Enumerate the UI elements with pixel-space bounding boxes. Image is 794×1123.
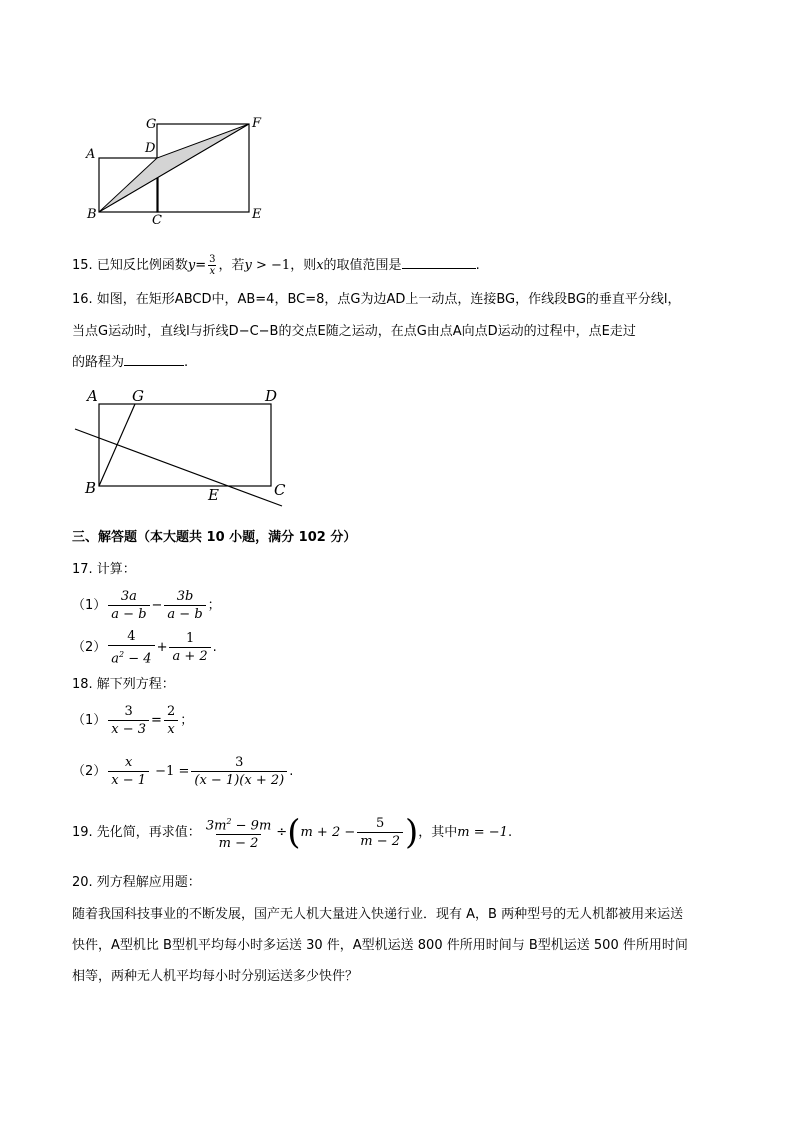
- q18-p2-label: （2）: [72, 764, 107, 779]
- q17-p1-f1-den: a − b: [108, 605, 149, 623]
- question-16-line-2: 当点G运动时，直线l与折线D−C−B的交点E随之运动，在点G由点A向点D运动的过程中，点E走过: [72, 324, 636, 339]
- q19-f1-num: [203, 813, 274, 834]
- q17-p2-frac-2: [169, 630, 210, 665]
- q19-frac-1: [203, 813, 274, 852]
- q19-lparen: (: [287, 812, 301, 853]
- label-c: C: [152, 213, 162, 228]
- segment-bf: [99, 124, 249, 212]
- label-b: B: [87, 207, 97, 222]
- q17-p2-f2-num: 1: [185, 631, 195, 647]
- q15-x: x: [316, 258, 324, 273]
- q15-y: y: [187, 258, 196, 273]
- line-l-bisector: [75, 429, 282, 506]
- label-e: E: [252, 207, 262, 222]
- q19-f1-den: m − 2: [216, 834, 262, 852]
- q15-text-2: ，若: [218, 258, 245, 273]
- q18-p2-rnum: 3: [235, 755, 244, 770]
- q15-fraction: [208, 254, 216, 277]
- q17-p1-frac-1: [108, 588, 149, 623]
- q18-p2-end: .: [289, 764, 294, 779]
- q16-end: .: [184, 355, 189, 370]
- q18-p2-left-frac: [108, 754, 149, 789]
- q17-p1-f2-num: 3b: [176, 589, 194, 604]
- q19-cond: m = −1: [457, 825, 508, 840]
- q17-p2-end: .: [212, 640, 217, 656]
- q15-end: .: [475, 258, 480, 273]
- q18-p1-label: （1）: [72, 713, 107, 728]
- q15-text-4: 的取值范围是: [323, 258, 402, 273]
- q17-p2-frac-1: [108, 628, 154, 667]
- section-3-title: 三、解答题（本大题共 10 小题，满分 102 分）: [72, 530, 357, 545]
- q17-p1-op: −: [151, 598, 163, 613]
- label-c-2: C: [274, 481, 286, 499]
- q18-p2-mid: −1 =: [151, 764, 190, 779]
- q17-p2-f2-den: a + 2: [169, 647, 210, 665]
- label-d: D: [145, 141, 156, 156]
- label-g: G: [146, 117, 157, 132]
- q18-p1-right-frac: [164, 703, 178, 738]
- label-g-2: G: [132, 387, 144, 405]
- q18-p1-rden: x: [164, 720, 177, 738]
- q19-div: ÷: [276, 825, 288, 840]
- q19-f2-num: 5: [375, 816, 385, 831]
- q18-p1-left-frac: [108, 703, 149, 738]
- q18-p2-right-frac: [191, 754, 287, 789]
- label-b-2: B: [85, 479, 97, 497]
- question-15: [72, 254, 480, 277]
- q15-number: 15.: [72, 258, 93, 273]
- question-17-title: 17. 计算：: [72, 562, 136, 577]
- q19-n1exp: 2: [226, 816, 232, 826]
- q19-inner: m + 2 −: [300, 825, 356, 840]
- q17-p1-f1-num: 3a: [120, 589, 137, 604]
- figure-rectangles-shaded: [80, 110, 280, 230]
- q15-frac-num: 3: [209, 254, 216, 265]
- question-20-line-3: 相等，两种无人机平均每小时分别运送多少快件？: [72, 969, 359, 984]
- q19-end: .: [507, 825, 513, 840]
- q15-eq: =: [195, 258, 207, 273]
- label-f: F: [252, 116, 262, 131]
- label-a: A: [86, 147, 96, 162]
- q18-p1-eq: =: [151, 713, 162, 728]
- question-16-line-3: [72, 353, 188, 373]
- q18-part-2: [72, 752, 293, 792]
- label-d-2: D: [265, 387, 278, 405]
- q17-p1-f2-den: a − b: [164, 605, 205, 623]
- q16-line-3-text: 的路程为: [72, 355, 125, 370]
- q19-f2-den: m − 2: [357, 832, 403, 850]
- q17-p2-f1-den: [108, 645, 154, 667]
- q17-p1-frac-2: [164, 588, 205, 623]
- label-e-2: E: [208, 486, 219, 504]
- q17-p1-label: （1）: [72, 598, 107, 613]
- q19-frac-2: [357, 815, 403, 850]
- q18-p2-lden: x − 1: [108, 771, 149, 789]
- q19-tail: ，其中: [418, 825, 458, 840]
- q17-p2-f1-den-base: a: [111, 651, 120, 667]
- q19-n1a: 3m: [205, 818, 227, 834]
- question-19: [72, 810, 512, 856]
- q19-label: 19. 先化简，再求值：: [72, 825, 201, 840]
- q16-answer-blank[interactable]: [124, 353, 184, 366]
- q19-n1b: − 9m: [231, 818, 272, 834]
- q17-p2-f1-den-exp: 2: [119, 650, 125, 659]
- q15-text-3: ，则: [290, 258, 317, 273]
- q18-p1-lnum: 3: [124, 704, 133, 719]
- q18-p1-rnum: 2: [166, 704, 176, 719]
- question-20-title: 20. 列方程解应用题：: [72, 875, 201, 890]
- q18-p1-end: ；: [180, 713, 194, 728]
- rect-abcd-2: [99, 404, 271, 486]
- question-20-line-2: 快件，A型机比 B型机平均每小时多运送 30 件，A型机运送 800 件所用时间与 B型机运送 500 件所用时间: [72, 938, 688, 953]
- label-a-2: A: [87, 387, 98, 405]
- q15-cond: > −1: [251, 258, 291, 273]
- q18-p2-rden: (x − 1)(x + 2): [191, 771, 287, 789]
- q18-part-1: [72, 702, 193, 740]
- q15-text-1: 已知反比例函数: [96, 258, 188, 273]
- figure-rectangle-bisector: [70, 383, 300, 513]
- question-16-line-1: 16. 如图，在矩形ABCD中，AB=4，BC=8，点G为边AD上一动点，连接BG，作线段BG的垂直平分线l，: [72, 292, 681, 307]
- question-18-title: 18. 解下列方程：: [72, 677, 175, 692]
- q17-p1-end: ；: [207, 598, 221, 613]
- q19-rparen: ): [405, 812, 419, 853]
- q15-answer-blank[interactable]: [402, 256, 476, 269]
- q18-p2-lnum: x: [124, 755, 133, 770]
- q17-p2-f1-den-rest: − 4: [124, 651, 152, 667]
- question-20-line-1: 随着我国科技事业的不断发展，国产无人机大量进入快递行业．现有 A，B 两种型号的无人机都被用来运送: [72, 907, 684, 922]
- q17-p2-f1-num: 4: [127, 629, 136, 644]
- q17-part-1: [72, 588, 221, 624]
- q17-p2-op: +: [156, 640, 168, 656]
- q17-part-2: [72, 628, 217, 667]
- q15-cond-y: y: [244, 258, 252, 273]
- q18-p1-lden: x − 3: [108, 720, 149, 738]
- q15-frac-den: x: [209, 266, 216, 277]
- q17-p2-label: （2）: [72, 640, 107, 656]
